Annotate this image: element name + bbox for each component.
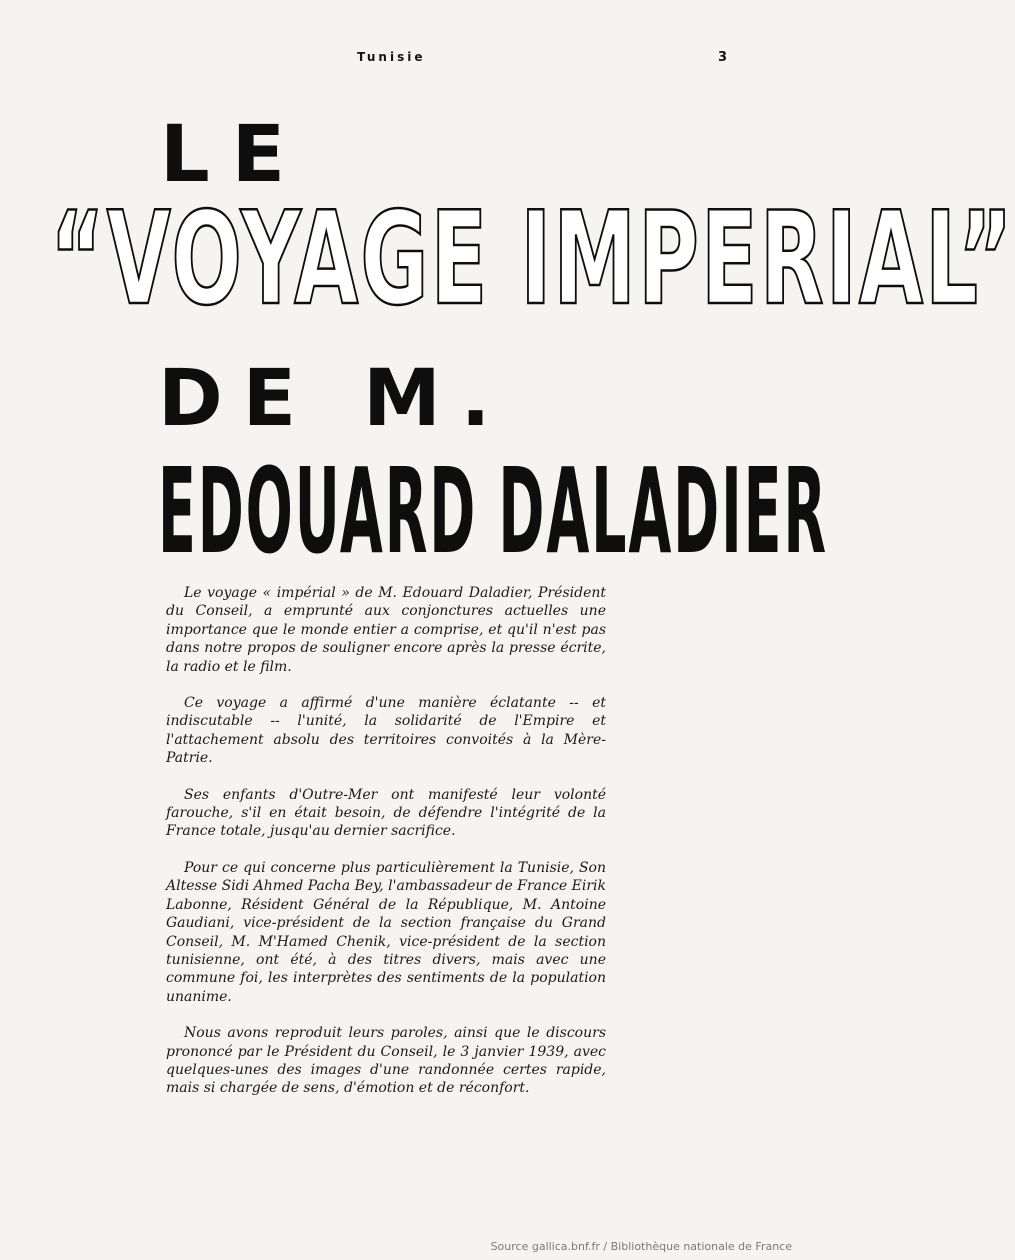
page-number: 3 [718,50,728,65]
running-title: Tunisie [357,50,426,64]
source-credit: Source gallica.bnf.fr / Bibliothèque nationale de France [490,1240,792,1253]
headline [0,0,1015,580]
article-paragraph: Le voyage « impérial » de M. Edouard Daladier, Président du Conseil, a emprunté aux conjonctures actuelles une importance que le monde entier a comprise, et qu'il n'est pas dans notre propos de souligner encore après la presse écrite, la radio et le film. [166,585,606,675]
headline-line-2: “VOYAGE IMPERIAL” [50,185,1015,334]
article-paragraph: Ses enfants d'Outre-Mer ont manifesté leur volonté farouche, s'il en était besoin, de défendre l'intégrité de la France totale, jusqu'au dernier sacrifice. [166,786,606,840]
article-paragraph: Nous avons reproduit leurs paroles, ainsi que le discours prononcé par le Président du Conseil, le 3 janvier 1939, avec quelques-unes des images d'une randonnée certes rapide, mais si chargée de sens, d'émotion et de réconfort. [166,1025,606,1097]
article-paragraph: Pour ce qui concerne plus particulièrement la Tunisie, Son Altesse Sidi Ahmed Pacha Bey, l'ambassadeur de France Eirik Labonne, Résident Général de la République, M. Antoine Gaudiani, vice-président de la section française du Grand Conseil, M. M'Hamed Chenik, vice-président de la section tunisienne, ont été, à des titres divers, mais avec une commune foi, les interprètes des sentiments de la population unanime. [166,859,606,1005]
article-paragraph: Ce voyage a affirmé d'une manière éclatante -- et indiscutable -- l'unité, la solidarité de l'Empire et l'attachement absolu des territoires convoités à la Mère-Patrie. [166,695,606,767]
headline-line-1: LE [160,110,307,200]
headline-line-3: DE M. [158,354,511,444]
headline-line-4: EDOUARD DALADIER [158,442,828,580]
article-body [166,584,606,1116]
